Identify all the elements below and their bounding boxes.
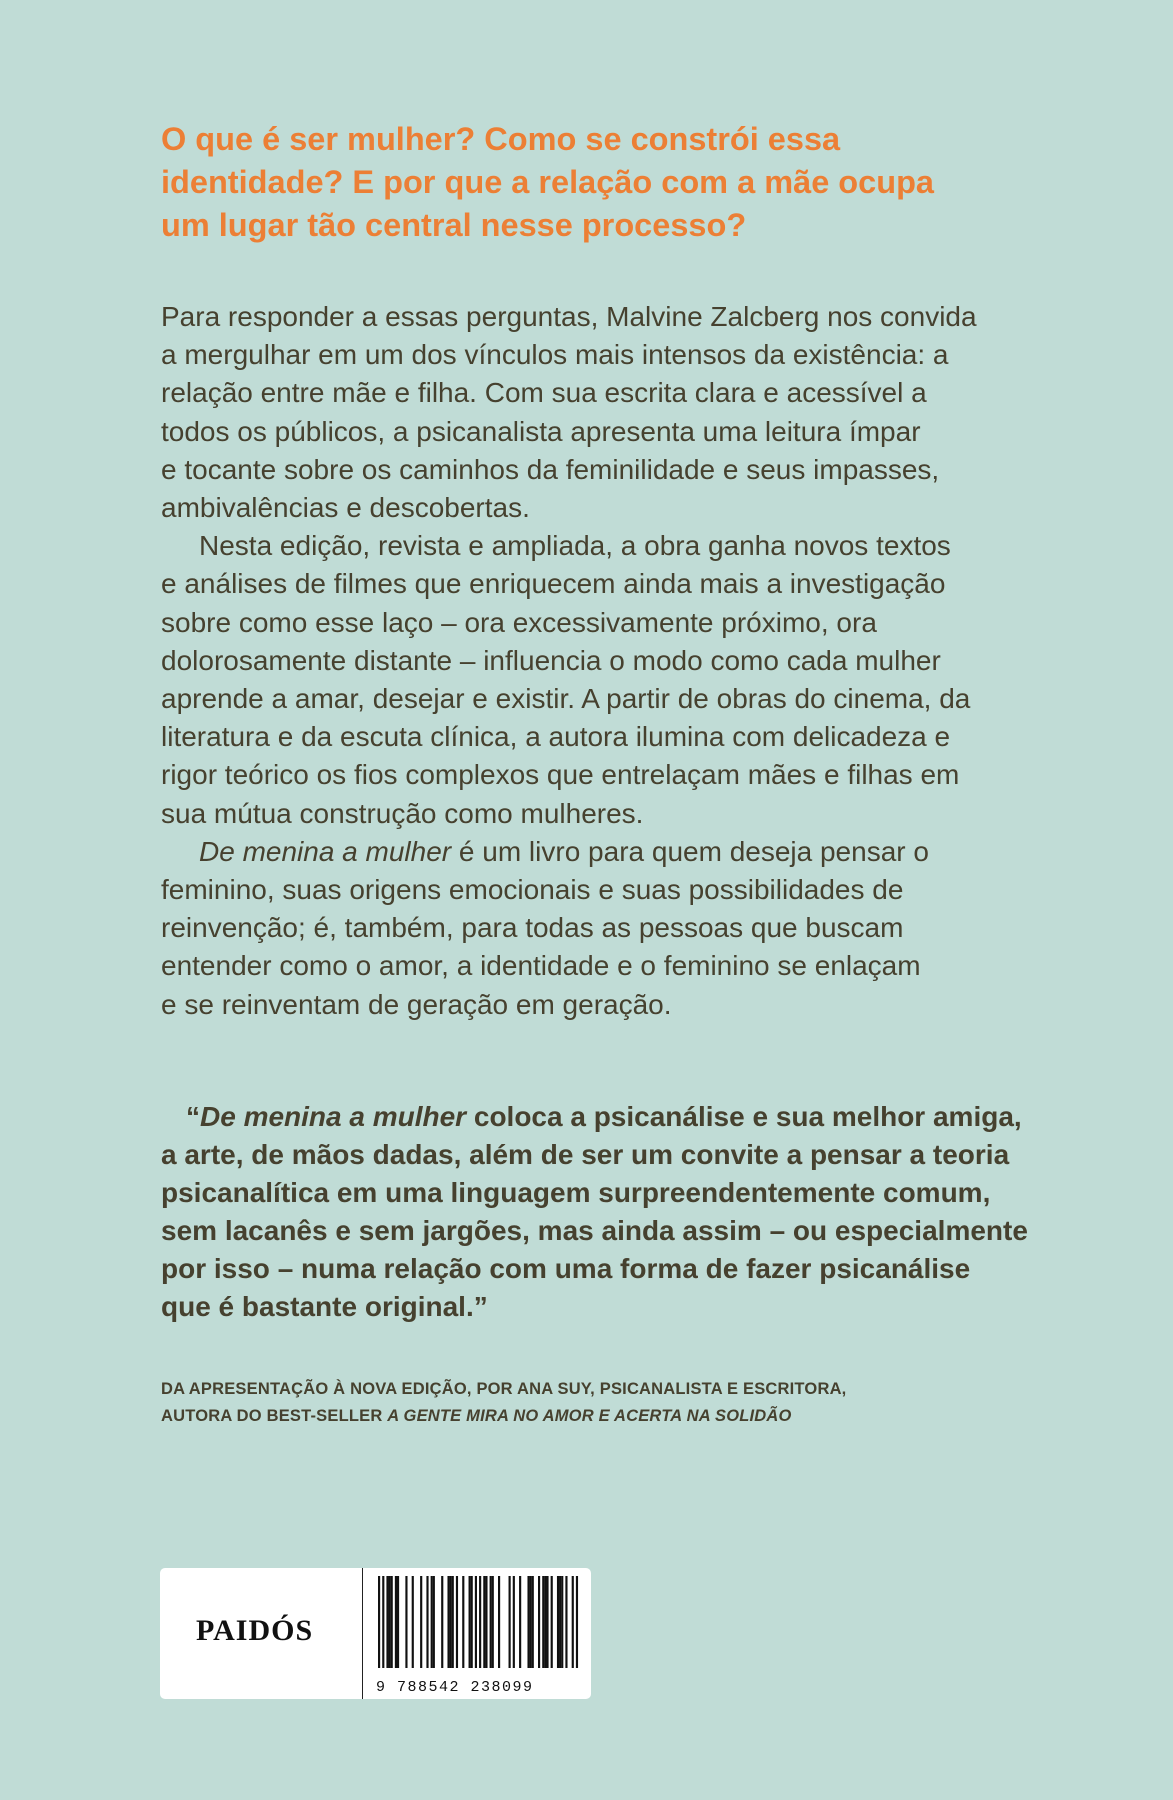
barcode-bar bbox=[546, 1576, 548, 1668]
attribution-line bbox=[161, 1403, 1061, 1430]
text-line: que é bastante original.” bbox=[161, 1291, 488, 1322]
text-line: e tocante sobre os caminhos da feminilidade e seus impasses, bbox=[161, 453, 940, 485]
text-line: entender como o amor, a identidade e o feminino se enlaçam bbox=[161, 950, 921, 982]
barcode-bar bbox=[490, 1576, 492, 1668]
barcode-bar bbox=[475, 1576, 477, 1668]
divider bbox=[362, 1568, 363, 1699]
barcode-bar bbox=[498, 1576, 500, 1668]
barcode-bar bbox=[576, 1576, 578, 1668]
barcode-bar bbox=[420, 1576, 422, 1668]
text-line: Para responder a essas perguntas, Malvine Zalcberg nos convida bbox=[161, 301, 977, 332]
barcode-bar bbox=[530, 1576, 532, 1668]
isbn-number: 9 788542 238099 bbox=[376, 1679, 534, 1696]
text-line: todos os públicos, a psicanalista apresenta uma leitura ímpar bbox=[161, 415, 921, 447]
text-line: a arte, de mãos dadas, além de ser um convite a pensar a teoria bbox=[161, 1139, 1010, 1170]
barcode-bar bbox=[456, 1576, 458, 1668]
book-title: De menina a mulher bbox=[199, 835, 452, 867]
isbn-barcode bbox=[372, 1576, 584, 1696]
text-line: e se reinventam de geração em geração. bbox=[161, 988, 672, 1020]
text-line: coloca a psicanálise e sua melhor amiga, bbox=[466, 1101, 1022, 1132]
barcode-bar bbox=[412, 1576, 414, 1668]
text-line: sua mútua construção como mulheres. bbox=[161, 797, 644, 829]
barcode-bar bbox=[483, 1576, 485, 1668]
open-quote-mark: “ bbox=[186, 1101, 200, 1132]
barcode-bars bbox=[378, 1576, 578, 1668]
barcode-bar bbox=[426, 1576, 428, 1668]
barcode-bar bbox=[532, 1576, 534, 1668]
text-line: por isso – numa relação com uma forma de fazer psicanálise bbox=[161, 1253, 971, 1284]
text-line: literatura e da escuta clínica, a autora ilumina com delicadeza e bbox=[161, 721, 951, 753]
text-line: rigor teórico os fios complexos que entrelaçam mães e filhas em bbox=[161, 759, 960, 791]
synopsis-paragraph-1 bbox=[161, 298, 1041, 527]
barcode-bar bbox=[447, 1576, 449, 1668]
barcode-bar bbox=[561, 1576, 563, 1668]
barcode-bar bbox=[378, 1576, 380, 1668]
barcode-bar bbox=[452, 1576, 454, 1668]
barcode-bar bbox=[469, 1576, 471, 1668]
text-line: é um livro para quem deseja pensar o bbox=[451, 835, 929, 867]
text-line: Nesta edição, revista e ampliada, a obra ganha novos textos bbox=[199, 530, 951, 562]
barcode-bar bbox=[391, 1576, 393, 1668]
attribution-line: DA APRESENTAÇÃO À NOVA EDIÇÃO, POR ANA SUY, PSICANALISTA E ESCRITORA, bbox=[161, 1380, 847, 1398]
attribution-prefix: AUTORA DO BEST-SELLER bbox=[161, 1407, 388, 1425]
book-title: De menina a mulher bbox=[200, 1101, 467, 1132]
barcode-bar bbox=[513, 1576, 515, 1668]
synopsis-paragraph-3 bbox=[161, 833, 1041, 1024]
headline bbox=[161, 118, 1041, 247]
barcode-bar bbox=[538, 1576, 540, 1668]
barcode-bar bbox=[441, 1576, 443, 1668]
text-line: ambivalências e descobertas. bbox=[161, 492, 530, 524]
barcode-bar bbox=[551, 1576, 553, 1668]
barcode-bar bbox=[559, 1576, 561, 1668]
barcode-bar bbox=[433, 1576, 435, 1668]
barcode-bar bbox=[382, 1576, 384, 1668]
headline-line: O que é ser mulher? Como se constrói essa bbox=[161, 121, 841, 157]
barcode-bar bbox=[492, 1576, 494, 1668]
publisher-logo: PAIDÓS bbox=[196, 1614, 314, 1647]
text-line: sem lacanês e sem jargões, mas ainda assim – ou especialmente bbox=[161, 1215, 1028, 1246]
text-line: aprende a amar, desejar e existir. A partir de obras do cinema, da bbox=[161, 683, 971, 715]
text-line: sobre como esse laço – ora excessivamente próximo, ora bbox=[161, 606, 877, 638]
barcode-bar bbox=[527, 1576, 529, 1668]
text-line: e análises de filmes que enriquecem ainda mais a investigação bbox=[161, 568, 946, 600]
barcode-bar bbox=[431, 1576, 433, 1668]
barcode-bar bbox=[462, 1576, 464, 1668]
barcode-bar bbox=[485, 1576, 487, 1668]
barcode-bar bbox=[386, 1576, 388, 1668]
barcode-bar bbox=[542, 1576, 544, 1668]
synopsis-paragraph-2 bbox=[161, 527, 1041, 833]
barcode-bar bbox=[479, 1576, 481, 1668]
text-line: a mergulhar em um dos vínculos mais intensos da existência: a bbox=[161, 339, 949, 371]
text-line: relação entre mãe e filha. Com sua escrita clara e acessível a bbox=[161, 377, 927, 409]
quote-attribution bbox=[161, 1376, 1061, 1430]
headline-line: identidade? E por que a relação com a mãe ocupa bbox=[161, 164, 935, 200]
text-line: psicanalítica em uma linguagem surpreendentemente comum, bbox=[161, 1177, 991, 1208]
barcode-bar bbox=[389, 1576, 391, 1668]
barcode-bar bbox=[544, 1576, 546, 1668]
quote-text bbox=[161, 1098, 1041, 1326]
barcode-bar bbox=[557, 1576, 559, 1668]
bestseller-title: A GENTE MIRA NO AMOR E ACERTA NA SOLIDÃO bbox=[387, 1407, 792, 1425]
barcode-bar bbox=[397, 1576, 399, 1668]
headline-line: um lugar tão central nesse processo? bbox=[161, 207, 747, 243]
endorsement-quote bbox=[161, 1098, 1041, 1326]
barcode-bar bbox=[450, 1576, 452, 1668]
barcode-bar bbox=[395, 1576, 397, 1668]
barcode-bar bbox=[509, 1576, 511, 1668]
barcode-bar bbox=[565, 1576, 567, 1668]
synopsis bbox=[161, 298, 1041, 1024]
barcode-bar bbox=[572, 1576, 574, 1668]
barcode-panel bbox=[160, 1568, 591, 1699]
barcode-bar bbox=[519, 1576, 521, 1668]
barcode-bar bbox=[471, 1576, 473, 1668]
barcode-bar bbox=[405, 1576, 407, 1668]
text-line: feminino, suas origens emocionais e suas possibilidades de bbox=[161, 874, 904, 906]
text-line: reinvenção; é, também, para todas as pessoas que buscam bbox=[161, 912, 904, 944]
text-line: dolorosamente distante – influencia o modo como cada mulher bbox=[161, 644, 941, 676]
